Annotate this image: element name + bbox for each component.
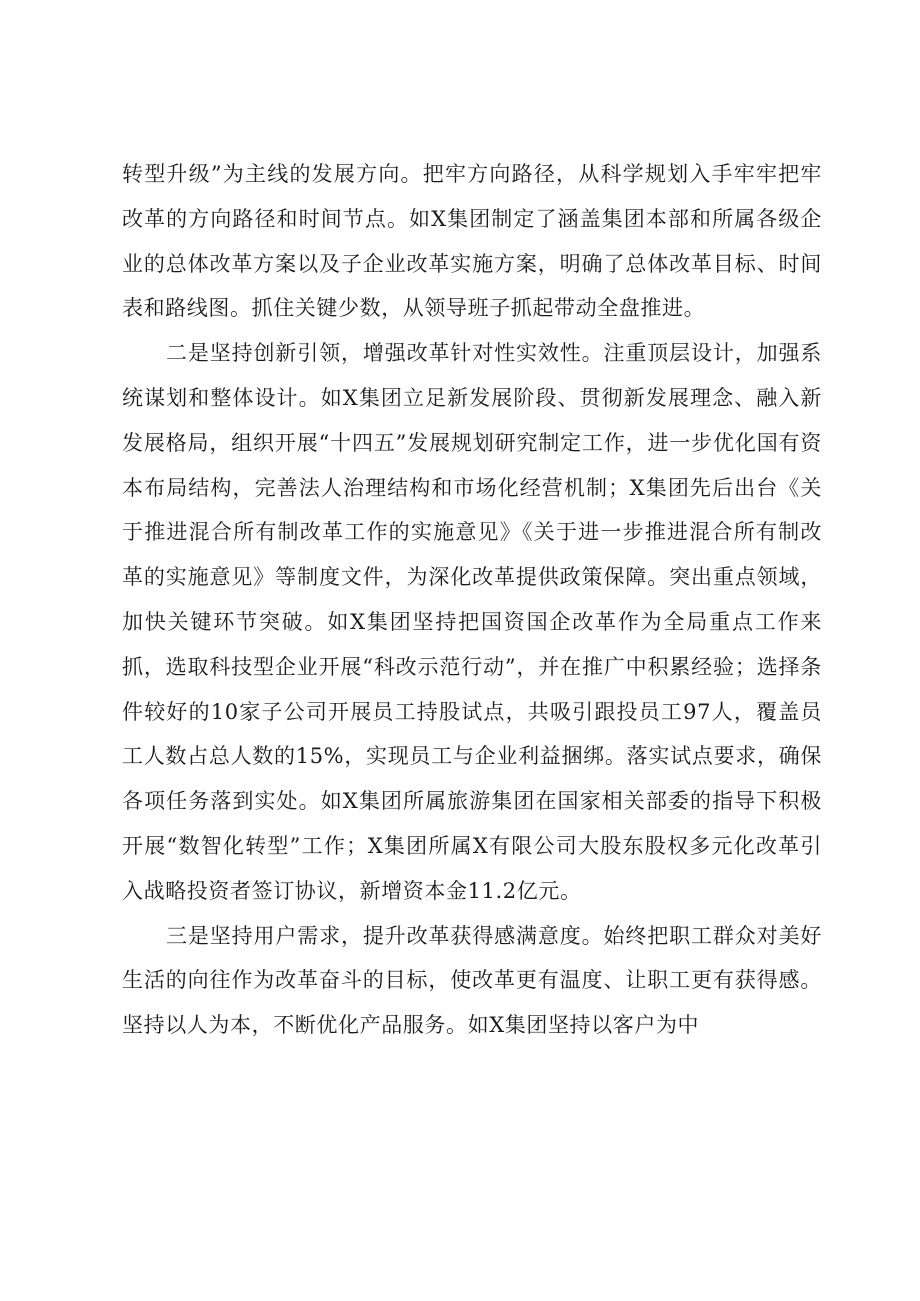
paragraph-user-needs: 三是坚持用户需求，提升改革获得感满意度。始终把职工群众对美好生活的向往作为改革奋斗的目标，使改革更有温度、让职工更有获得感。坚持以人为本，不断优化产品服务。如X集团坚持以客户为中 (122, 923, 822, 1038)
paragraph-innovation: 二是坚持创新引领，增强改革针对性实效性。注重顶层设计，加强系统谋划和整体设计。如X集团立足新发展阶段、贯彻新发展理念、融入新发展格局，组织开展“十四五”发展规划研究制定工作，进一步优化国有资本布局结构，完善法人治理结构和市场化经营机制；X集团先后出台《关于推进混合所有制改革工作的实施意见》《关于进一步推进混合所有制改革的实施意见》等制度文件，为深化改革提供政策保障。突出重点领域，加快关键环节突破。如X集团坚持把国资国企改革作为全局重点工作来抓，选取科技型企业开展“科改示范行动”，并在推广中积累经验；选择条件较好的10家子公司开展员工持股试点，共吸引跟投员工97人，覆盖员工人数占总人数的15%，实现员工与企业利益捆绑。落实试点要求，确保各项任务落到实处。如X集团所属旅游集团在国家相关部委的指导下积极开展“数智化转型”工作；X集团所属X有限公司大股东股权多元化改革引入战略投资者签订协议，新增资本金11.2亿元。 (122, 341, 822, 903)
paragraph-continuation: 转型升级”为主线的发展方向。把牢方向路径，从科学规划入手牢牢把牢改革的方向路径和时间节点。如X集团制定了涵盖集团本部和所属各级企业的总体改革方案以及子企业改革实施方案，明确了总体改革目标、时间表和路线图。抓住关键少数，从领导班子抓起带动全盘推进。 (122, 162, 822, 321)
document-page (122, 152, 822, 1048)
